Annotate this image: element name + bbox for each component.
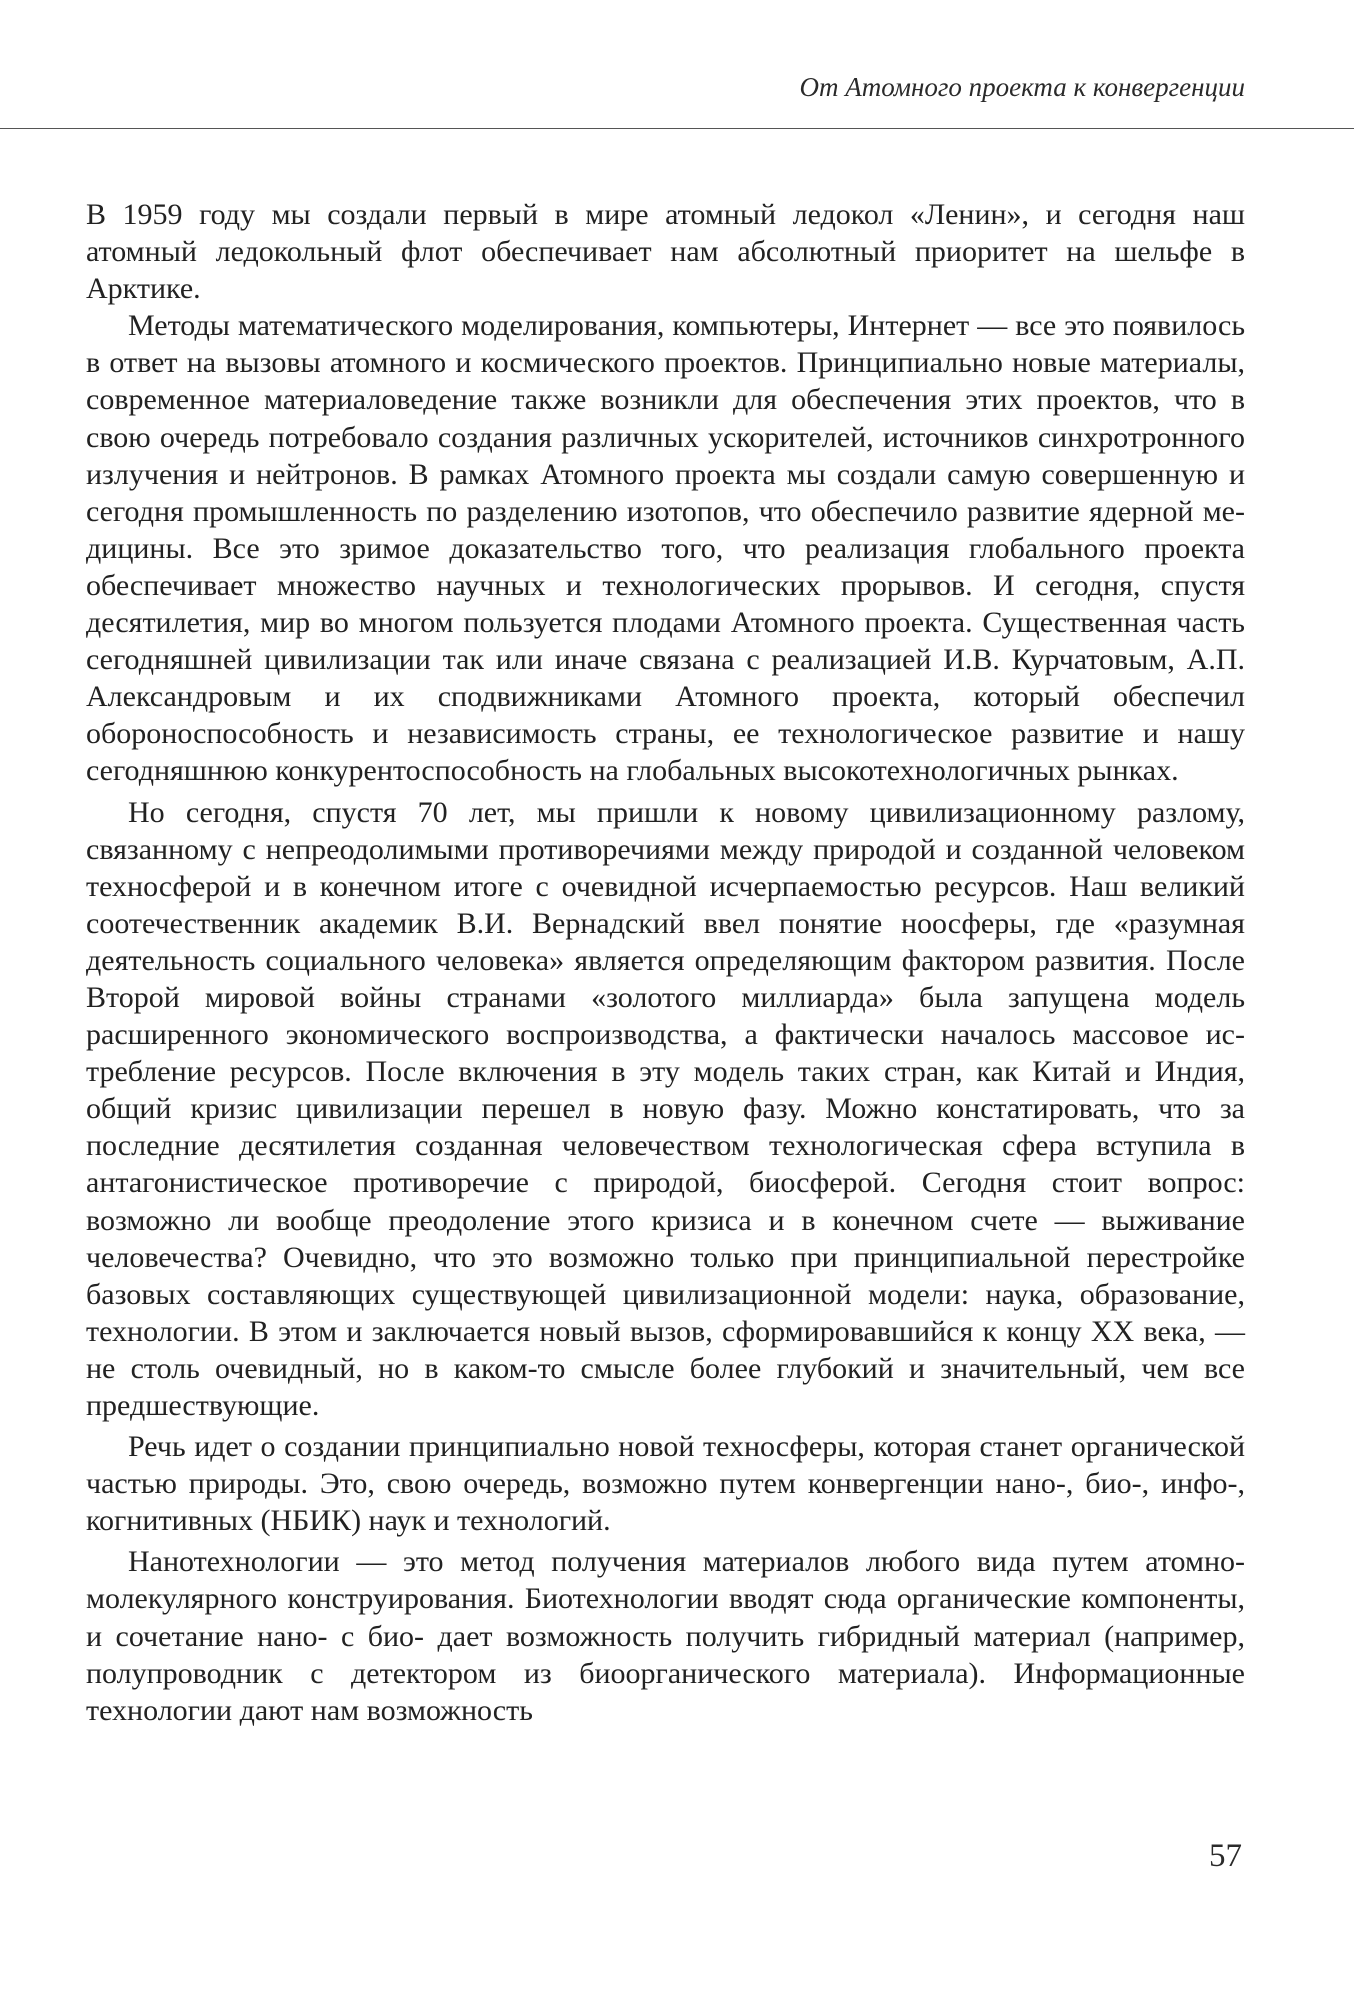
paragraph-5: Нанотехнологии — это метод получения материалов любого вида путем атомно-молекулярного конструирования. Биотехнологии вводят сюда органические компоненты, и сочетание нано- с био- дает возможность получить гибридный материал (например, полупроводник с детектором из биоорганического материала). Информационные технологии дают нам возможность bbox=[86, 1545, 1245, 1727]
paragraph-2: Методы математического моделирования, компьютеры, Интернет — все это появилось в ответ на вызовы атомного и космического проектов. Принципиально новые материалы, современное материаловедение также возникли для обеспечения этих проектов, что в свою очередь потребовало создания различных ускорителей, источников синхротронного излучения и нейтронов. В рамках Атомного проекта мы создали самую совершенную и сегодня промышленность по разделению изотопов, что обеспечило развитие ядерной медицины. Все это зримое доказательство того, что реализация глобального проекта обеспечивает множество научных и технологических прорывов. И сегодня, спустя десятилетия, мир во многом пользуется плодами Атомного проекта. Существенная часть сегодняшней цивилизации так или иначе связана с реализацией И.В. Курчатовым, А.П. Александровым и их сподвижниками Атомного проекта, который обеспечил обороноспособность и независимость страны, ее технологическое развитие и нашу сегодняшнюю конкурентоспособность на глобальных высокотехнологичных рынках. bbox=[86, 309, 1245, 788]
body-text bbox=[86, 196, 1245, 1729]
running-header: От Атомного проекта к конвергенции bbox=[799, 72, 1245, 102]
header-divider bbox=[0, 128, 1354, 129]
paragraph-4: Речь идет о создании принципиально новой техносферы, которая станет органической частью природы. Это, свою очередь, возможно путем конвергенции нано-, био-, инфо-, когнитивных (НБИК) наук и технологий. bbox=[86, 1430, 1245, 1538]
page-number: 57 bbox=[1209, 1838, 1242, 1874]
paragraph-3: Но сегодня, спустя 70 лет, мы пришли к новому цивилизационному разлому, связанному с непреодолимыми противоречиями между природой и созданной человеком техносферой и в конечном итоге с очевидной исчерпаемостью ресурсов. Наш великий соотечественник академик В.И. Вернадский ввел понятие ноосферы, где «разумная деятельность социального человека» является определяющим фактором развития. После Второй мировой войны странами «золотого миллиарда» была запущена модель расширенного экономического воспроизводства, а фактически началось массовое истребление ресурсов. После включения в эту модель таких стран, как Китай и Индия, общий кризис цивилизации перешел в новую фазу. Можно констатировать, что за последние десятилетия созданная человечеством технологическая сфера вступила в антагонистическое противоречие с природой, биосферой. Сегодня стоит вопрос: возможно ли вообще преодоление этого кризиса и в конечном счете — выживание человечества? Очевидно, что это возможно только при принципиальной перестройке базовых составляющих существующей цивилизационной модели: наука, образование, технологии. В этом и заключается новый вызов, сформировавшийся к концу XX века, — не столь очевидный, но в каком-то смысле более глубокий и значительный, чем все предшествующие. bbox=[86, 795, 1245, 1422]
paragraph-1: В 1959 году мы создали первый в мире атомный ледокол «Ленин», и сегодня наш атомный ледокольный флот обеспечивает нам абсолютный приоритет на шельфе в Арктике. bbox=[86, 198, 1245, 306]
